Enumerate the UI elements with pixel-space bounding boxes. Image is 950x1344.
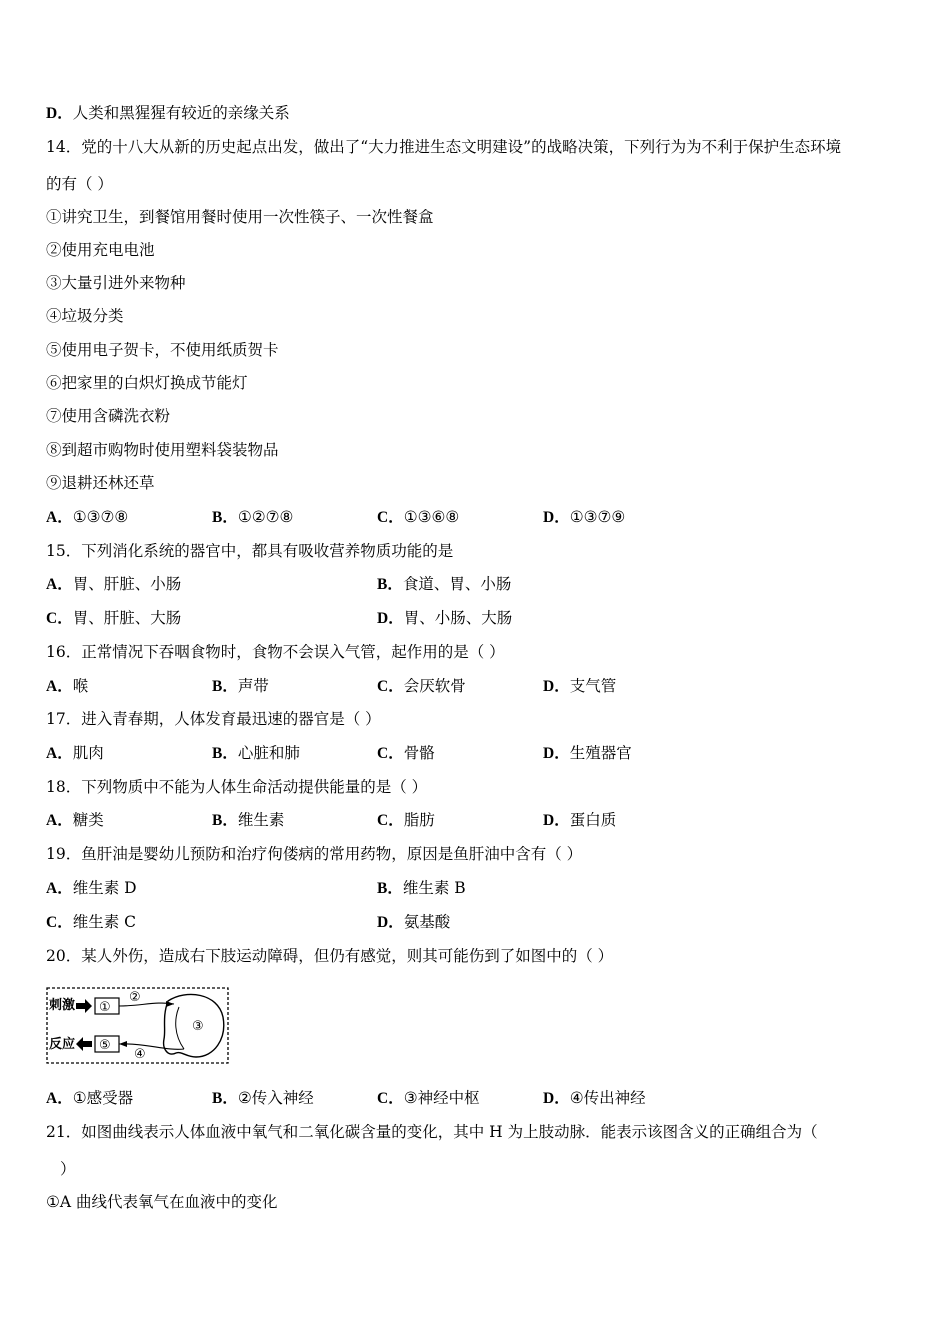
q15-option-a[interactable]: [46, 574, 181, 595]
option-text: ①③⑦⑧: [72, 508, 129, 526]
q15-option-d[interactable]: [377, 608, 512, 629]
q18-option-c[interactable]: [377, 810, 435, 831]
q14-item-5: ⑤使用电子贺卡，不使用纸质贺卡: [46, 341, 279, 359]
q13-option-d: [46, 103, 290, 124]
option-text: ②传入神经: [237, 1089, 314, 1107]
q16-option-c[interactable]: [377, 676, 466, 697]
option-text: 心脏和肺: [237, 744, 300, 762]
option-label: A．: [46, 576, 73, 593]
option-label: C．: [46, 610, 73, 627]
reflex-arc-diagram: [46, 987, 230, 1065]
q19-option-b[interactable]: [377, 878, 466, 899]
option-text: 胃、小肠、大肠: [403, 609, 513, 627]
q16-option-b[interactable]: [212, 676, 269, 697]
afferent-nerve-path: [119, 1003, 174, 1006]
option-text: 蛋白质: [569, 811, 617, 829]
option-text: 声带: [237, 677, 269, 695]
q14-stem-line2: 的有（ ）: [46, 175, 113, 193]
stimulus-label: 刺激: [49, 998, 76, 1013]
option-text: 维生素 D: [72, 879, 137, 897]
q17-option-d[interactable]: [543, 743, 632, 764]
option-text: 会厌软骨: [403, 677, 466, 695]
q21-stem-line2: ）: [60, 1160, 76, 1178]
q14-item-6: ⑥把家里的白炽灯换成节能灯: [46, 374, 248, 392]
q19-option-d[interactable]: [377, 912, 450, 933]
option-label: D．: [377, 610, 404, 627]
option-label: C．: [377, 509, 404, 526]
option-label: B．: [377, 576, 403, 593]
option-label: C．: [377, 678, 404, 695]
option-label: D．: [46, 105, 73, 122]
option-text: 糖类: [72, 811, 104, 829]
q14-option-c[interactable]: [377, 507, 459, 528]
option-label: A．: [46, 1090, 73, 1107]
q15-option-c[interactable]: [46, 608, 181, 629]
efferent-arrow-icon: [119, 1041, 127, 1047]
option-text: 脂肪: [403, 811, 435, 829]
option-text: 生殖器官: [569, 744, 632, 762]
q14-item-3: ③大量引进外来物种: [46, 274, 186, 292]
q20-stem: 20．某人外伤，造成右下肢运动障碍，但仍有感觉，则其可能伤到了如图中的（ ）: [46, 947, 614, 965]
q17-option-b[interactable]: [212, 743, 300, 764]
center-number: ③: [192, 1019, 204, 1034]
q19-stem: 19．鱼肝油是婴幼儿预防和治疗佝偻病的常用药物，原因是鱼肝油中含有（ ）: [46, 845, 583, 863]
option-label: C．: [377, 745, 404, 762]
afferent-number: ②: [129, 990, 141, 1005]
effector-number: ⑤: [99, 1038, 111, 1053]
q19-option-c[interactable]: [46, 912, 136, 933]
option-label: D．: [543, 812, 570, 829]
option-label: B．: [212, 1090, 238, 1107]
q18-option-b[interactable]: [212, 810, 284, 831]
option-label: B．: [212, 812, 238, 829]
q17-option-c[interactable]: [377, 743, 435, 764]
option-text: 支气管: [569, 677, 617, 695]
option-label: C．: [46, 914, 73, 931]
q20-option-b[interactable]: [212, 1088, 314, 1109]
option-text: ③神经中枢: [403, 1089, 480, 1107]
q14-option-d[interactable]: [543, 507, 625, 528]
q14-item-4: ④垃圾分类: [46, 307, 124, 325]
option-text: 食道、胃、小肠: [402, 575, 512, 593]
q14-item-7: ⑦使用含磷洗衣粉: [46, 407, 171, 425]
option-text: 维生素 C: [72, 913, 136, 931]
q19-option-a[interactable]: [46, 878, 137, 899]
q14-stem-line1: 14．党的十八大从新的历史起点出发，做出了“大力推进生态文明建设”的战略决策，下列行为为不利于保护生态环境: [46, 138, 842, 156]
q17-option-a[interactable]: [46, 743, 104, 764]
option-text: ①感受器: [72, 1089, 134, 1107]
efferent-nerve-path: [119, 1044, 184, 1049]
q14-item-1: ①讲究卫生，到餐馆用餐时使用一次性筷子、一次性餐盒: [46, 208, 434, 226]
q20-option-c[interactable]: [377, 1088, 480, 1109]
option-label: A．: [46, 678, 73, 695]
q14-item-8: ⑧到超市购物时使用塑料袋装物品: [46, 441, 279, 459]
option-text: 人类和黑猩猩有较近的亲缘关系: [72, 104, 290, 122]
option-text: ①②⑦⑧: [237, 508, 294, 526]
interneuron-path: [176, 1007, 184, 1049]
option-label: D．: [543, 509, 570, 526]
q16-stem: 16．正常情况下吞咽食物时，食物不会误入气管，起作用的是（ ）: [46, 643, 505, 661]
option-label: A．: [46, 880, 73, 897]
efferent-number: ④: [134, 1047, 146, 1062]
q18-option-d[interactable]: [543, 810, 616, 831]
stimulus-arrow-icon: [76, 999, 92, 1013]
q15-stem: 15．下列消化系统的器官中，都具有吸收营养物质功能的是: [46, 542, 454, 560]
option-label: A．: [46, 509, 73, 526]
q20-option-d[interactable]: [543, 1088, 646, 1109]
q14-option-a[interactable]: [46, 507, 128, 528]
option-text: 胃、肝脏、小肠: [72, 575, 182, 593]
option-label: B．: [212, 509, 238, 526]
q16-option-a[interactable]: [46, 676, 88, 697]
option-text: 胃、肝脏、大肠: [72, 609, 182, 627]
q18-option-a[interactable]: [46, 810, 104, 831]
option-label: A．: [46, 745, 73, 762]
option-text: ①③⑦⑨: [569, 508, 626, 526]
response-label: 反应: [49, 1037, 76, 1052]
option-text: 维生素 B: [402, 879, 466, 897]
q21-stem-line1: 21．如图曲线表示人体血液中氧气和二氧化碳含量的变化，其中 H 为上肢动脉．能表示该图含义的正确组合为（: [46, 1123, 818, 1141]
q20-option-a[interactable]: [46, 1088, 133, 1109]
response-arrow-icon: [76, 1037, 92, 1051]
option-text: 维生素: [237, 811, 285, 829]
q14-item-2: ②使用充电电池: [46, 241, 155, 259]
option-text: 喉: [72, 677, 89, 695]
q15-option-b[interactable]: [377, 574, 511, 595]
option-text: 骨骼: [403, 744, 435, 762]
option-label: B．: [212, 745, 238, 762]
option-label: C．: [377, 812, 404, 829]
option-text: 肌肉: [72, 744, 104, 762]
q14-item-9: ⑨退耕还林还草: [46, 474, 155, 492]
q18-stem: 18．下列物质中不能为人体生命活动提供能量的是（ ）: [46, 778, 428, 796]
option-text: 氨基酸: [403, 913, 451, 931]
q16-option-d[interactable]: [543, 676, 616, 697]
option-label: B．: [212, 678, 238, 695]
option-label: D．: [543, 1090, 570, 1107]
option-label: B．: [377, 880, 403, 897]
option-text: ①③⑥⑧: [403, 508, 460, 526]
option-label: D．: [543, 678, 570, 695]
option-label: A．: [46, 812, 73, 829]
receptor-number: ①: [99, 1000, 111, 1015]
option-text: ④传出神经: [569, 1089, 646, 1107]
q21-item-1: ①A 曲线代表氧气在血液中的变化: [46, 1193, 278, 1211]
q17-stem: 17．进入青春期，人体发育最迅速的器官是（ ）: [46, 710, 381, 728]
option-label: D．: [377, 914, 404, 931]
q14-option-b[interactable]: [212, 507, 293, 528]
option-label: C．: [377, 1090, 404, 1107]
option-label: D．: [543, 745, 570, 762]
